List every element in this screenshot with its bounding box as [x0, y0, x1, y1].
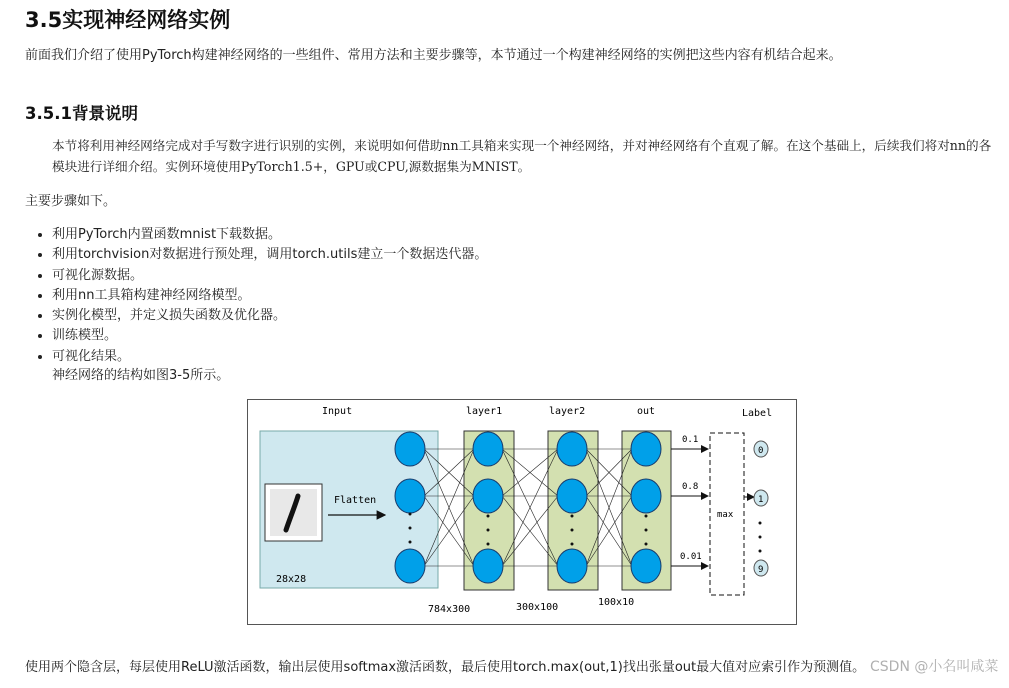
neuron	[631, 549, 661, 583]
section-title: 3.5实现神经网络实例	[25, 8, 231, 32]
layer2-header: layer2	[549, 406, 586, 417]
neuron	[473, 432, 503, 466]
label-9: 9	[758, 565, 764, 575]
neuron	[395, 549, 425, 583]
label-header: Label	[742, 408, 773, 419]
network-diagram-svg	[248, 400, 798, 626]
neuron	[631, 479, 661, 513]
neuron	[395, 479, 425, 513]
list-item: • 实例化模型，并定义损失函数及优化器。	[52, 306, 487, 326]
weights-3-label: 100x10	[598, 597, 635, 608]
list-item: • 训练模型。	[52, 326, 487, 346]
background-paragraph: 本节将利用神经网络完成对手写数字进行识别的实例，来说明如何借助nn工具箱来实现一个神经网络，并对神经网络有个直观了解。在这个基础上，后续我们将对nn的各模块进行详细介绍。实例环境使用PyTorch1.5+，GPU或CPU,源数据集为MNIST。	[52, 138, 992, 174]
neuron	[557, 432, 587, 466]
section-intro: 前面我们介绍了使用PyTorch构建神经网络的一些组件、常用方法和主要步骤等，本节通过一个构建神经网络的实例把这些内容有机结合起来。	[25, 48, 842, 63]
weights-1-label: 784x300	[428, 604, 471, 615]
weights-2-label: 300x100	[516, 602, 559, 613]
list-item: • 可视化结果。	[52, 347, 487, 367]
prob-1: 0.8	[682, 482, 699, 492]
steps-list	[25, 225, 487, 367]
list-item: • 利用torchvision对数据进行预处理，调用torch.utils建立一个数据迭代器。	[52, 245, 487, 265]
steps-intro: 主要步骤如下。	[25, 194, 117, 209]
label-1: 1	[758, 495, 764, 505]
neuron	[473, 479, 503, 513]
list-item: • 利用PyTorch内置函数mnist下载数据。	[52, 225, 487, 245]
out-header: out	[637, 406, 656, 417]
neuron	[395, 432, 425, 466]
prob-0: 0.1	[682, 435, 699, 445]
network-diagram	[247, 399, 797, 625]
input-size-label: 28x28	[276, 574, 307, 585]
flatten-label: Flatten	[334, 495, 377, 506]
neuron	[557, 479, 587, 513]
connections	[424, 449, 632, 566]
neuron	[557, 549, 587, 583]
input-header: Input	[322, 406, 353, 417]
figure-caption: 神经网络的结构如图3-5所示。	[52, 368, 230, 383]
prob-9: 0.01	[680, 552, 702, 562]
list-item: • 可视化源数据。	[52, 266, 487, 286]
max-label: max	[717, 510, 734, 520]
watermark: CSDN @小名叫咸菜	[870, 659, 999, 675]
list-item: • 利用nn工具箱构建神经网络模型。	[52, 286, 487, 306]
summary-paragraph: 使用两个隐含层，每层使用ReLU激活函数，输出层使用softmax激活函数，最后使用torch.max(out,1)找出张量out最大值对应索引作为预测值。	[25, 660, 866, 675]
layer1-header: layer1	[466, 406, 503, 417]
label-0: 0	[758, 446, 764, 456]
neuron	[631, 432, 661, 466]
subsection-title: 3.5.1背景说明	[25, 104, 138, 123]
neuron	[473, 549, 503, 583]
